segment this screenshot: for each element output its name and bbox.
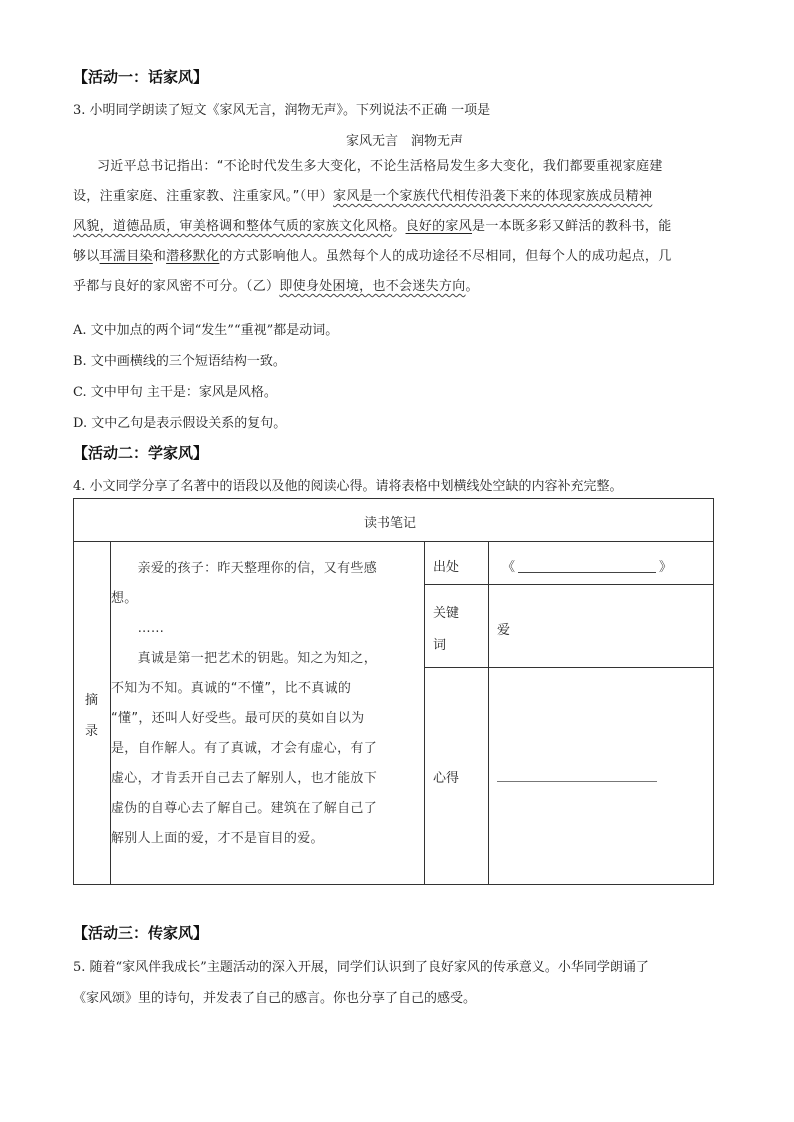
excerpt-line: 亲爱的孩子：昨天整理你的信，又有些感 (111, 561, 378, 576)
passage-title: 家风无言 润物无声 (346, 134, 464, 149)
activity-three-heading: 【活动三：传家风】 (73, 924, 209, 942)
excerpt-line: …… (111, 621, 165, 636)
underlined-phrase-3: 潜移默化 (166, 249, 220, 264)
underlined-phrase-1: 良好的家风 (405, 219, 473, 234)
underlined-phrase-2: 耳濡目染 (99, 249, 153, 264)
excerpt-line: 不知为不知。真诚的“不懂”，比不真诚的 (111, 681, 352, 696)
source-label: 出处 (433, 560, 460, 575)
passage-text: 。 (392, 219, 406, 234)
table-rule (424, 667, 713, 668)
passage-text: 够以 (73, 249, 100, 264)
question-5-line-1: 5. 随着“家风伴我成长”主题活动的深入开展，同学们认识到了良好家风的传承意义。小华同学朗诵了 (73, 960, 649, 975)
table-rule (424, 541, 425, 884)
passage-text: 。 (465, 279, 479, 294)
excerpt-line: 真诚是第一把艺术的钥匙。知之为知之， (111, 651, 378, 666)
source-blank[interactable] (518, 562, 656, 573)
passage-line-4 (73, 242, 672, 272)
insight-blank[interactable] (497, 781, 657, 782)
keyword-label-bottom: 词 (433, 638, 447, 653)
passage-text: 乎都与良好的家风密不可分。（乙） (73, 279, 280, 294)
excerpt-text (111, 554, 396, 854)
excerpt-line: “懂”，还叫人好受些。最可厌的莫如自以为 (111, 711, 365, 726)
question-3-stem: 3. 小明同学朗读了短文《家风无言，润物无声》。下列说法不正确 一项是 (73, 103, 491, 118)
keyword-value: 爱 (497, 623, 511, 638)
option-a: A. 文中加点的两个词“发生”“重视”都是动词。 (73, 323, 339, 338)
excerpt-line: 想。 (111, 591, 138, 606)
passage-text: 和 (152, 249, 167, 264)
source-answer (502, 556, 672, 575)
excerpt-line: 解别人上面的爱，才不是盲目的爱。 (111, 831, 324, 846)
insight-label: 心得 (433, 771, 460, 786)
question-4-stem: 4. 小文同学分享了名著中的语段以及他的阅读心得。请将表格中划横线处空缺的内容补充完整。 (73, 479, 623, 494)
row-label-top: 摘 (85, 693, 99, 708)
passage-line-3 (73, 212, 672, 242)
table-caption: 读书笔记 (364, 516, 417, 531)
table-rule (74, 541, 713, 542)
activity-two-heading: 【活动二：学家风】 (73, 444, 209, 462)
excerpt-line: 虚心，才肯丢开自己去了解别人，也才能放下 (111, 771, 378, 786)
passage-line-1 (97, 152, 663, 182)
sentence-yi-wavy: 即使身处困境，也不会迷失方向 (279, 279, 466, 294)
sentence-jia-wavy-cont: 风貌，道德品质，审美格调和整体气质的家族文化风格 (73, 219, 393, 234)
reading-notes-table (73, 498, 714, 885)
keyword-label-top: 关键 (433, 606, 460, 621)
passage-text: 的方式影响他人。虽然每个人的成功途径不尽相同，但每个人的成功起点，几 (219, 249, 672, 264)
passage-text: 是一本既多彩又鲜活的教科书，能 (472, 219, 672, 234)
activity-one-heading: 【活动一：话家风】 (73, 68, 209, 86)
option-b: B. 文中画横线的三个短语结构一致。 (73, 354, 286, 369)
question-5-line-2: 《家风颂》里的诗句，并发表了自己的感言。你也分享了自己的感受。 (73, 991, 477, 1006)
sentence-jia-wavy: 家风是一个家族代代相传沿袭下来的体现家族成员精神 (333, 189, 653, 204)
option-d: D. 文中乙句是表示假设关系的复句。 (73, 416, 287, 431)
passage-line-2 (73, 182, 652, 212)
table-rule (488, 541, 489, 884)
excerpt-line: 虚伪的自尊心去了解自己。建筑在了解自己了 (111, 801, 378, 816)
passage-line-5 (73, 272, 479, 302)
excerpt-line: 是，自作解人。有了真诚，才会有虚心，有了 (111, 741, 378, 756)
row-label-bottom: 录 (85, 724, 99, 739)
source-bracket-left: 《 (502, 560, 516, 575)
passage-text: 习近平总书记指出：“不论时代发生多大变化，不论生活格局发生多大变化，我们都要重视家庭建 (97, 159, 663, 174)
table-rule (424, 584, 713, 585)
passage-text: 设，注重家庭、注重家教、注重家风。”（甲） (73, 189, 334, 204)
source-bracket-right: 》 (659, 560, 673, 575)
option-c: C. 文中甲句 主干是：家风是风格。 (73, 385, 277, 400)
